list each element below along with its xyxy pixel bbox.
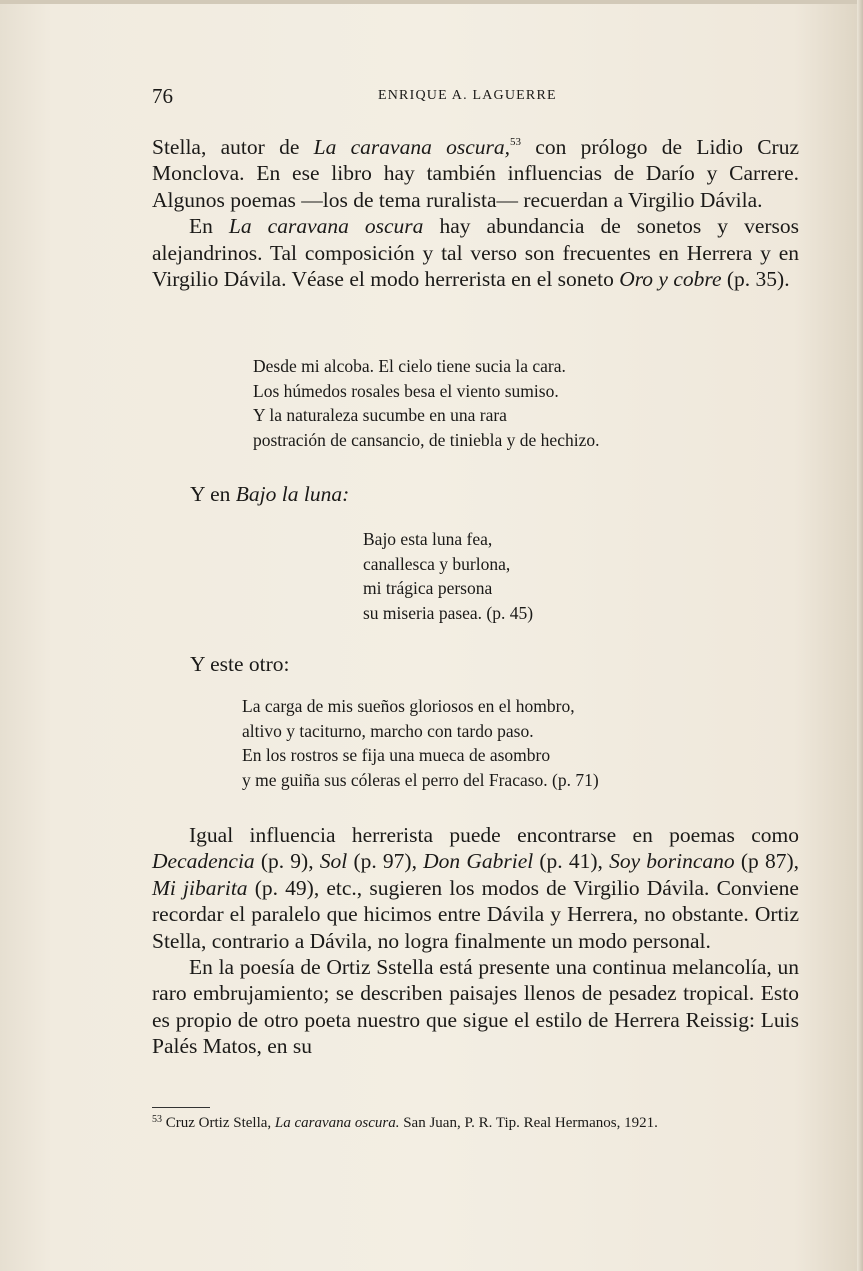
p3-italic: Mi jibarita [152, 875, 248, 900]
verse-line: La carga de mis sueños gloriosos en el hombro, [242, 696, 575, 716]
footnote-divider [152, 1107, 210, 1108]
footnote-text: San Juan, P. R. Tip. Real Hermanos, 1921. [399, 1115, 658, 1131]
p3-italic: Soy borincano [609, 849, 735, 874]
p1-text-1: Stella, autor de [152, 135, 314, 159]
footnote-reference[interactable]: 53 [510, 136, 522, 148]
verse-line: su miseria pasea. (p. 45) [363, 602, 534, 623]
page-right-edge [857, 0, 863, 1271]
verse-line: mi trágica persona [363, 578, 493, 598]
footnote-italic: La caravana oscura. [274, 1115, 400, 1131]
paragraph-2 [152, 213, 799, 292]
verse-line: y me guiña sus cóleras el perro del Fracaso. (p. 71) [242, 769, 599, 790]
page-header [152, 84, 582, 110]
lead1-italic: Bajo la luna: [235, 482, 350, 506]
p2-text-2: hay abundancia de sonetos y versos alejandrinos. Tal composición y tal verso son frecuentes en Herrera y en Virgilio Dávila. Véase el modo herrerista en el soneto [152, 214, 800, 292]
paragraph-3 [152, 822, 799, 954]
p3-text: (p. 97), [347, 849, 424, 874]
p3-text: (p 87), [734, 849, 799, 874]
paragraph-1 [152, 134, 799, 213]
verse-line: canallesca y burlona, [363, 553, 511, 574]
footnote [152, 1110, 799, 1133]
verse-line: Desde mi alcoba. El cielo tiene sucia la cara. [253, 356, 566, 376]
p2-text-1: En [189, 214, 229, 239]
p4-text: En la poesía de Ortiz Sstella está presente una continua melancolía, un raro embrujamiento; se describen paisajes llenos de pesadez tropical. Esto es propio de otro poeta nuestro que sigue el estilo de Herrera Reissig: Luis Palés Matos, en su [152, 955, 799, 1059]
body-text-bottom [152, 822, 799, 1060]
p3-text: (p. 9), [254, 849, 320, 874]
verse-line: Bajo esta luna fea, [363, 529, 493, 549]
verse-line: postración de cansancio, de tiniebla y de hechizo. [253, 429, 600, 450]
p1-italic-title: La caravana oscura, [313, 135, 511, 159]
page-number: 76 [152, 84, 173, 108]
verse-line: En los rostros se fija una mueca de asombro [242, 745, 551, 765]
running-head: ENRIQUE A. LAGUERRE [378, 88, 557, 103]
p2-text-3: (p. 35). [721, 267, 790, 292]
verse-line: Y la naturaleza sucumbe en una rara [253, 405, 507, 425]
paragraph-4 [152, 954, 799, 1060]
p2-italic-1: La caravana oscura [228, 214, 424, 239]
verse-quote-2 [363, 527, 533, 625]
p1-text-2: con prólogo de Lidio Cruz Monclova. En ese libro hay también influencias de Darío y Carrere. Algunos poemas —los de tema ruralista— recuerdan a Virgilio Dávila. [152, 135, 800, 212]
verse-quote-3 [242, 694, 599, 792]
footnote-text: Cruz Ortiz Stella, [162, 1115, 275, 1131]
p3-italic: Sol [319, 849, 348, 874]
p3-italic: Decadencia [152, 849, 255, 874]
lead1-text: Y en [190, 482, 236, 506]
verse-line: Los húmedos rosales besa el viento sumiso. [253, 380, 559, 401]
verse-quote-1 [253, 354, 599, 452]
lead-in-1 [190, 482, 349, 507]
p3-italic: Don Gabriel [423, 849, 534, 874]
p3-text: Igual influencia herrerista puede encontrarse en poemas como [189, 823, 799, 847]
p3-text: (p. 49), etc., sugieren los modos de Virgilio Dávila. Conviene recordar el paralelo que hicimos entre Dávila y Herrera, no obstante. Ortiz Stella, contrario a Dávila, no logra finalmente un modo personal. [152, 875, 799, 953]
p3-text: (p. 41), [533, 849, 610, 874]
lead-in-2: Y este otro: [190, 652, 290, 676]
p2-italic-2: Oro y cobre [619, 267, 722, 292]
body-text-top [152, 134, 799, 292]
page-top-edge [0, 0, 863, 4]
verse-line: altivo y taciturno, marcho con tardo paso. [242, 720, 534, 741]
footnote-number: 53 [152, 1114, 162, 1125]
